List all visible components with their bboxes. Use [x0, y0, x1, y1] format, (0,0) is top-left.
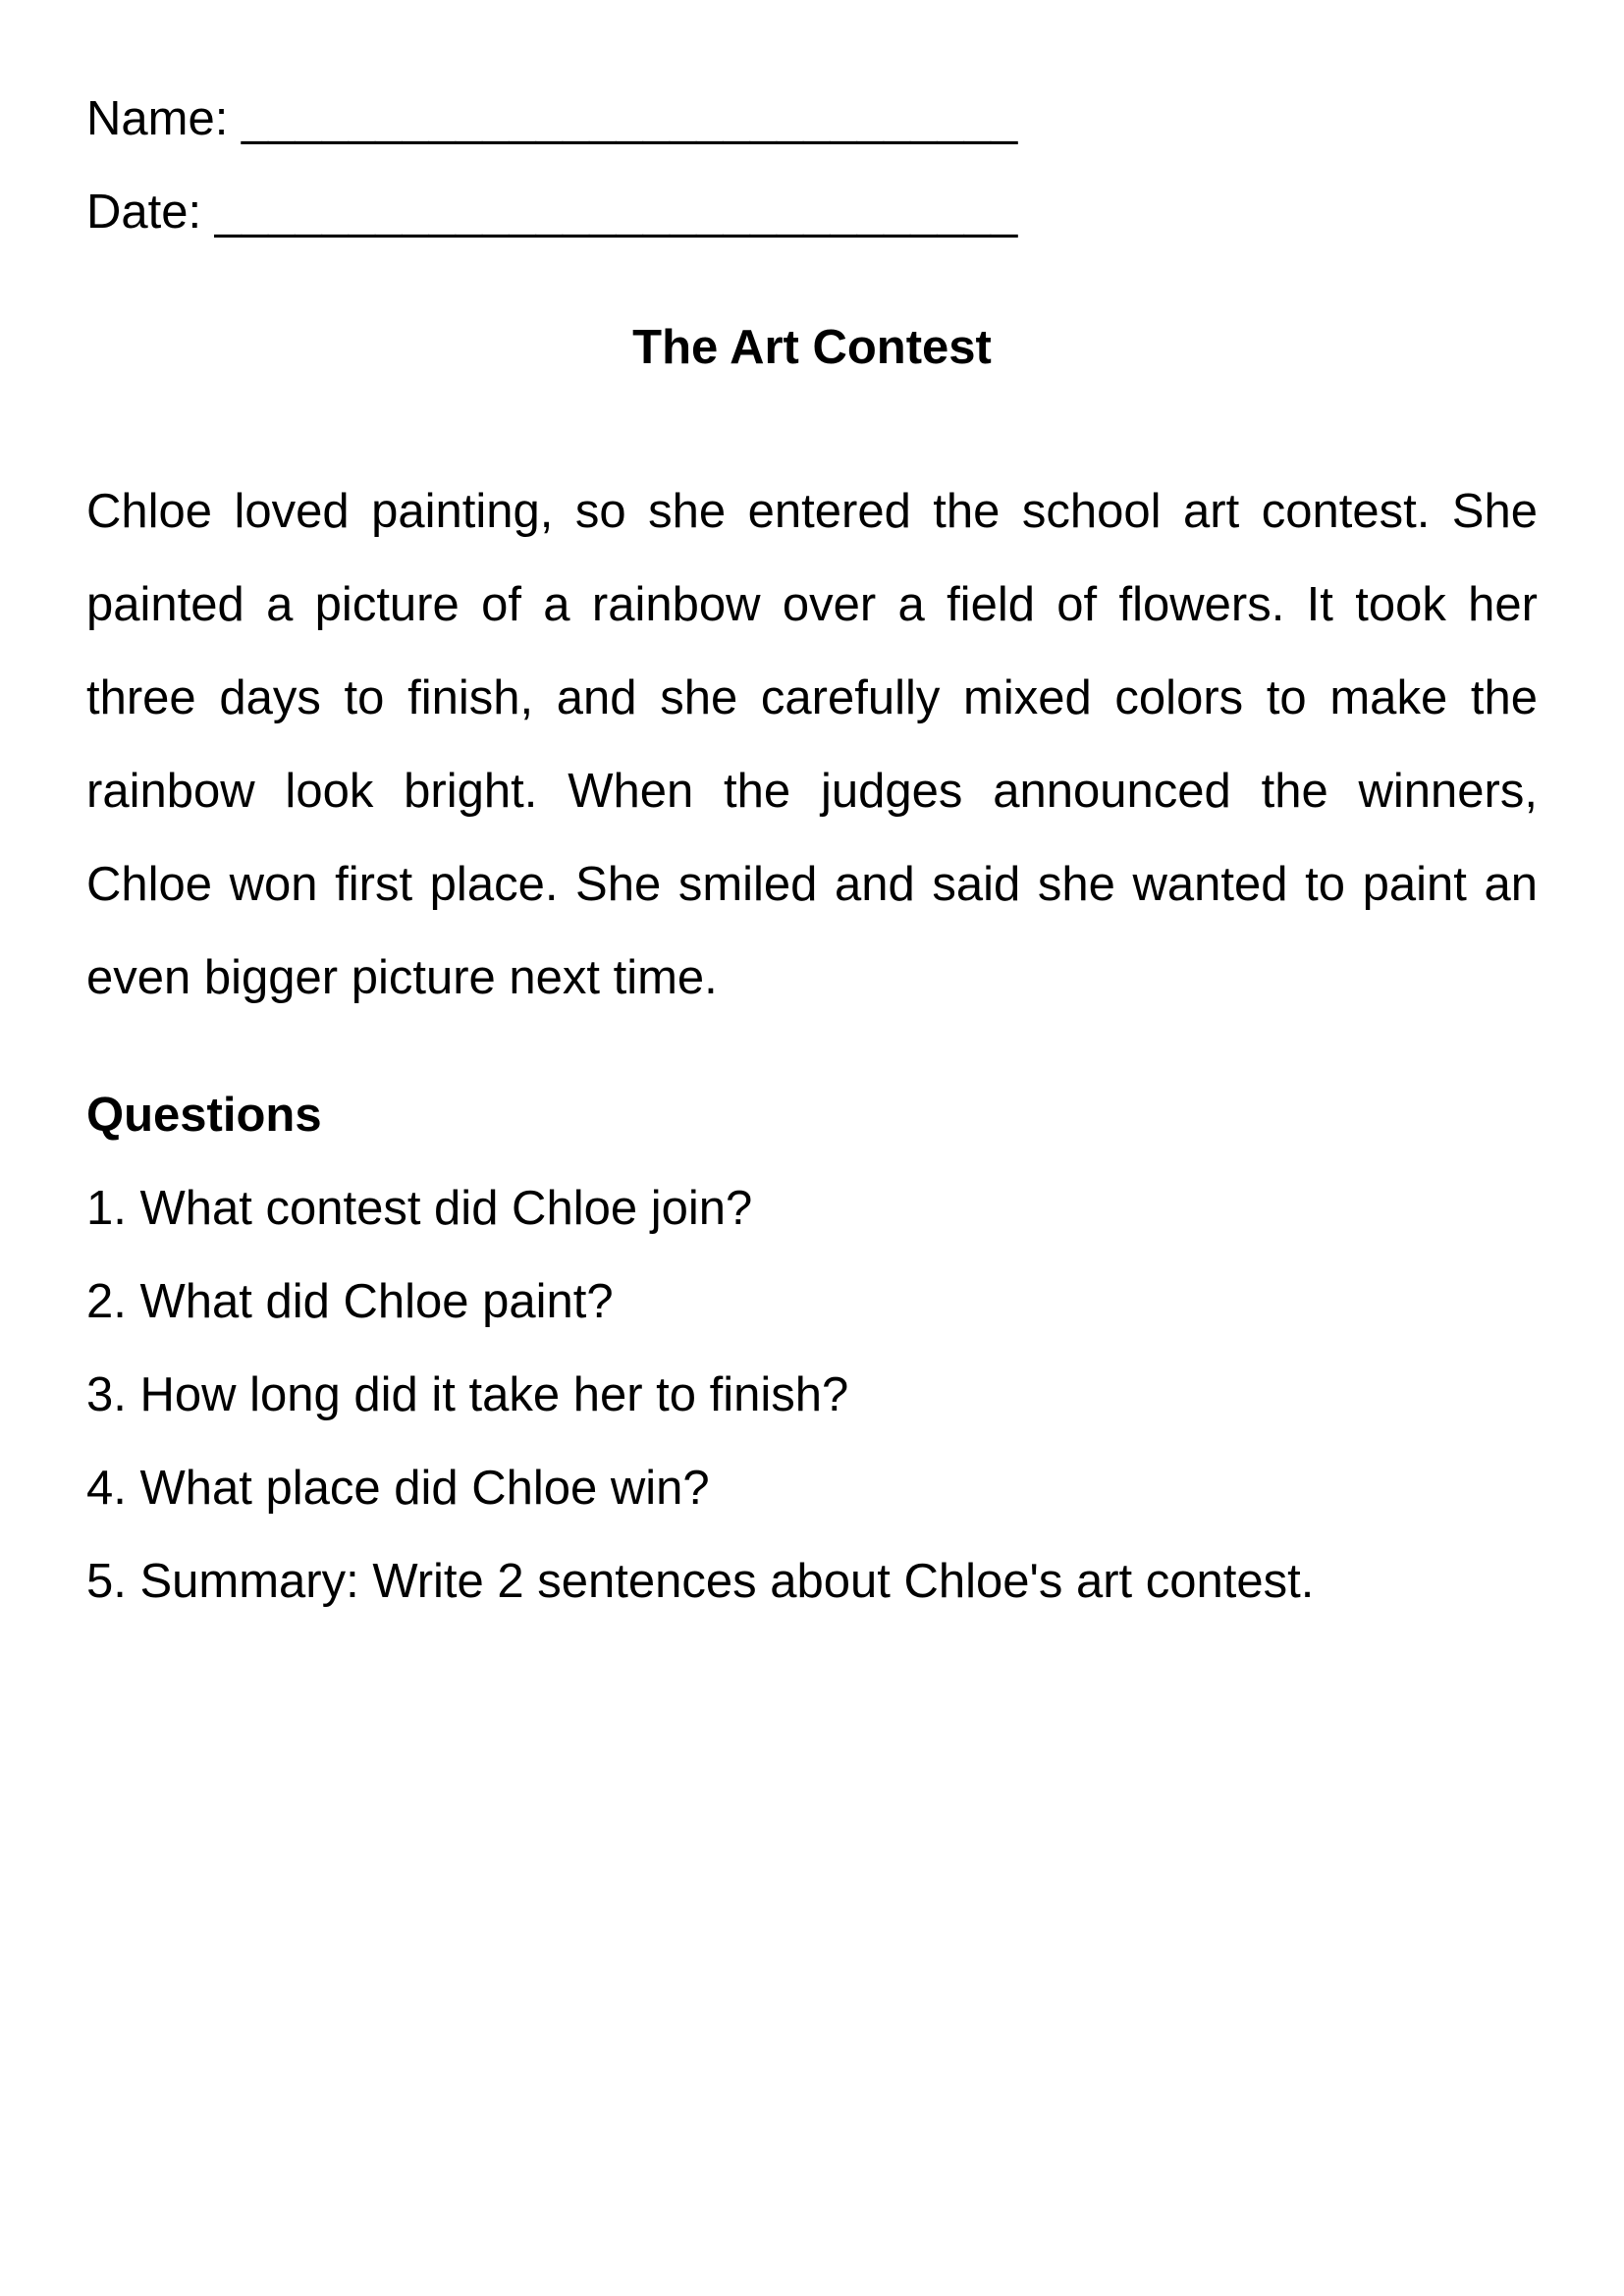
question-item: 4. What place did Chloe win?: [86, 1462, 710, 1515]
question-item: 5. Summary: Write 2 sentences about Chloe's art contest.: [86, 1555, 1315, 1608]
story-line: painted a picture of a rainbow over a field of flowers. It took her: [86, 578, 1538, 631]
story-last-line: even bigger picture next time.: [86, 951, 718, 1004]
question-item: 3. How long did it take her to finish?: [86, 1368, 849, 1421]
story-line: Chloe loved painting, so she entered the school art contest. She: [86, 485, 1538, 538]
question-item: 1. What contest did Chloe join?: [86, 1182, 753, 1235]
story-line: Chloe won first place. She smiled and said she wanted to paint an: [86, 858, 1538, 911]
date-label: Date:: [86, 186, 202, 239]
story-line: rainbow look bright. When the judges announced the winners,: [86, 765, 1538, 818]
questions-list: [86, 1162, 1538, 1629]
story-line: three days to finish, and she carefully mixed colors to make the: [86, 671, 1538, 724]
question-item: 2. What did Chloe paint?: [86, 1275, 614, 1328]
story-justified-lines: [86, 465, 1538, 932]
date-blank-line: ______________________________: [201, 186, 1018, 239]
story-paragraph: [86, 465, 1538, 1025]
date-field-row: [86, 166, 1538, 259]
worksheet-header: [86, 73, 1538, 259]
name-field-row: [86, 73, 1538, 166]
questions-heading: Questions: [86, 1089, 322, 1142]
name-label: Name:: [86, 92, 229, 145]
name-blank-line: _____________________________: [228, 92, 1018, 145]
page-title: The Art Contest: [632, 321, 992, 374]
